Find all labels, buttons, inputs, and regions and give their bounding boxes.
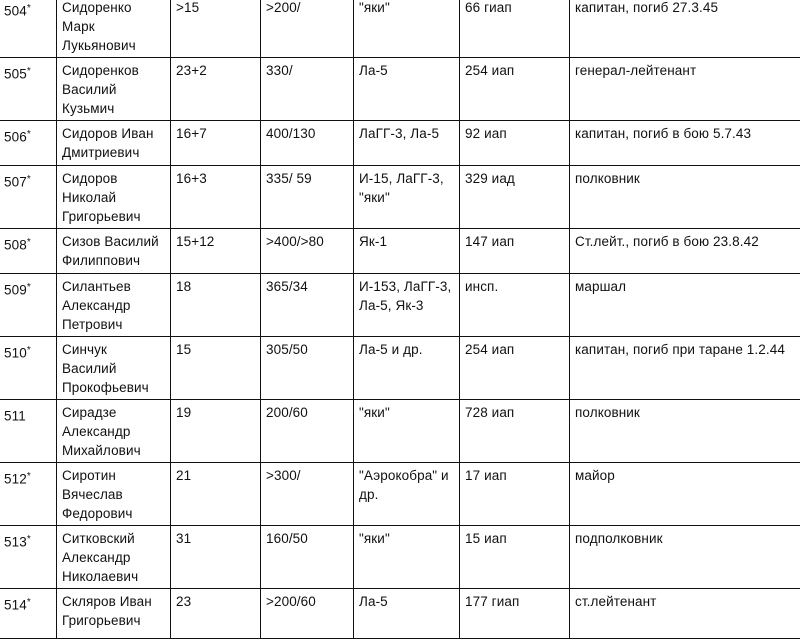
row-number-text: 505	[4, 67, 27, 82]
sorties-cell-text: 200/60	[266, 405, 308, 420]
note-cell-text: полковник	[575, 405, 640, 420]
table-row	[0, 526, 800, 589]
unit-cell	[460, 274, 570, 337]
unit-cell	[460, 166, 570, 229]
row-number	[0, 229, 57, 274]
pilot-name	[57, 400, 171, 463]
sorties-cell-text: 365/34	[266, 279, 308, 294]
pilot-name	[57, 589, 171, 639]
pilot-name	[57, 274, 171, 337]
hero-mark: *	[27, 174, 31, 185]
unit-cell-text: инсп.	[465, 279, 498, 294]
victories-cell	[171, 400, 261, 463]
victories-cell	[171, 274, 261, 337]
row-number	[0, 526, 57, 589]
pilot-name	[57, 229, 171, 274]
aircraft-cell	[354, 526, 460, 589]
note-cell	[570, 589, 800, 639]
row-number	[0, 166, 57, 229]
note-cell-text: капитан, погиб 27.3.45	[575, 0, 718, 15]
sorties-cell	[261, 166, 354, 229]
table-row	[0, 121, 800, 166]
victories-cell-text: 23	[176, 594, 191, 609]
pilot-name	[57, 463, 171, 526]
row-number-text: 513	[4, 535, 27, 550]
table-row	[0, 0, 800, 58]
hero-mark: *	[27, 471, 31, 482]
row-number-text: 509	[4, 283, 27, 298]
victories-cell	[171, 526, 261, 589]
row-number-text: 506	[4, 130, 27, 145]
sorties-cell	[261, 274, 354, 337]
aircraft-cell	[354, 121, 460, 166]
aircraft-cell-text: "яки"	[359, 405, 390, 420]
hero-mark: *	[27, 534, 31, 545]
unit-cell-text: 329 иад	[465, 171, 515, 186]
sorties-cell	[261, 121, 354, 166]
table-row	[0, 274, 800, 337]
sorties-cell-text: >300/	[266, 468, 301, 483]
table-row	[0, 463, 800, 526]
unit-cell-text: 17 иап	[465, 468, 507, 483]
victories-cell	[171, 166, 261, 229]
pilot-name-text: Синчук Василий Прокофьевич	[62, 342, 149, 395]
aircraft-cell	[354, 463, 460, 526]
victories-cell-text: 15+12	[176, 234, 214, 249]
sorties-cell-text: >200/60	[266, 594, 316, 609]
unit-cell	[460, 121, 570, 166]
victories-cell-text: 18	[176, 279, 191, 294]
note-cell-text: майор	[575, 468, 615, 483]
victories-cell	[171, 58, 261, 121]
row-number-text: 507	[4, 175, 27, 190]
aircraft-cell-text: Ла-5	[359, 594, 388, 609]
row-number	[0, 463, 57, 526]
victories-cell	[171, 121, 261, 166]
pilot-name-text: Сидоренков Василий Кузьмич	[62, 63, 139, 116]
pilot-name	[57, 0, 171, 58]
hero-mark: *	[27, 597, 31, 608]
row-number-text: 510	[4, 346, 27, 361]
aircraft-cell	[354, 229, 460, 274]
row-number	[0, 337, 57, 400]
pilot-name-text: Сидоренко Марк Лукьянович	[62, 0, 136, 53]
hero-mark: *	[27, 237, 31, 248]
row-number-text: 504	[4, 4, 27, 19]
aircraft-cell-text: ЛаГГ-3, Ла-5	[359, 126, 439, 141]
unit-cell	[460, 463, 570, 526]
unit-cell-text: 728 иап	[465, 405, 514, 420]
unit-cell-text: 147 иап	[465, 234, 514, 249]
note-cell-text: капитан, погиб в бою 5.7.43	[575, 126, 751, 141]
victories-cell-text: 16+7	[176, 126, 207, 141]
victories-cell-text: 31	[176, 531, 191, 546]
aircraft-cell-text: Ла-5	[359, 63, 388, 78]
pilot-name-text: Сирадзе Александр Михайлович	[62, 405, 141, 458]
pilot-name	[57, 58, 171, 121]
pilot-name-text: Скляров Иван Григорьевич	[62, 594, 152, 628]
note-cell-text: маршал	[575, 279, 626, 294]
aircraft-cell-text: "Аэрокобра" и др.	[359, 468, 449, 502]
note-cell	[570, 58, 800, 121]
aircraft-cell-text: И-153, ЛаГГ-3, Ла-5, Як-3	[359, 279, 451, 313]
unit-cell-text: 254 иап	[465, 342, 514, 357]
unit-cell	[460, 337, 570, 400]
note-cell	[570, 229, 800, 274]
row-number	[0, 0, 57, 58]
victories-cell	[171, 0, 261, 58]
unit-cell	[460, 589, 570, 639]
victories-cell	[171, 589, 261, 639]
victories-cell	[171, 229, 261, 274]
aircraft-cell	[354, 337, 460, 400]
unit-cell	[460, 0, 570, 58]
row-number	[0, 274, 57, 337]
note-cell	[570, 0, 800, 58]
table-row	[0, 589, 800, 639]
unit-cell-text: 15 иап	[465, 531, 507, 546]
note-cell	[570, 337, 800, 400]
aircraft-cell	[354, 166, 460, 229]
sorties-cell-text: 400/130	[266, 126, 316, 141]
pilot-name-text: Сизов Василий Филиппович	[62, 234, 159, 268]
sorties-cell	[261, 400, 354, 463]
table-row	[0, 229, 800, 274]
sorties-cell-text: 335/ 59	[266, 171, 312, 186]
note-cell-text: Ст.лейт., погиб в бою 23.8.42	[575, 234, 759, 249]
pilot-name	[57, 121, 171, 166]
note-cell-text: генерал-лейтенант	[575, 63, 696, 78]
hero-mark: *	[27, 345, 31, 356]
hero-mark: *	[27, 282, 31, 293]
note-cell	[570, 526, 800, 589]
table-row	[0, 400, 800, 463]
victories-cell-text: >15	[176, 0, 199, 15]
hero-mark: *	[27, 66, 31, 77]
aircraft-cell-text: "яки"	[359, 531, 390, 546]
sorties-cell-text: 160/50	[266, 531, 308, 546]
victories-cell-text: 15	[176, 342, 191, 357]
unit-cell	[460, 400, 570, 463]
victories-cell-text: 19	[176, 405, 191, 420]
row-number	[0, 400, 57, 463]
note-cell-text: капитан, погиб при таране 1.2.44	[575, 342, 785, 357]
sorties-cell	[261, 58, 354, 121]
note-cell	[570, 274, 800, 337]
pilot-name-text: Сидоров Иван Дмитриевич	[62, 126, 154, 160]
aircraft-cell-text: Як-1	[359, 234, 387, 249]
note-cell-text: подполковник	[575, 531, 663, 546]
note-cell	[570, 463, 800, 526]
victories-cell-text: 16+3	[176, 171, 207, 186]
row-number	[0, 121, 57, 166]
unit-cell-text: 177 гиап	[465, 594, 519, 609]
pilot-name	[57, 526, 171, 589]
sorties-cell	[261, 337, 354, 400]
hero-mark: *	[27, 3, 31, 14]
victories-cell-text: 23+2	[176, 63, 207, 78]
aircraft-cell-text: И-15, ЛаГГ-3, "яки"	[359, 171, 444, 205]
unit-cell-text: 92 иап	[465, 126, 507, 141]
note-cell	[570, 166, 800, 229]
aircraft-cell	[354, 274, 460, 337]
pilot-name-text: Сидоров Николай Григорьевич	[62, 171, 141, 224]
table-row	[0, 337, 800, 400]
pilot-name	[57, 337, 171, 400]
aircraft-cell	[354, 589, 460, 639]
sorties-cell	[261, 229, 354, 274]
pilot-name-text: Сиротин Вячеслав Федорович	[62, 468, 133, 521]
pilot-name	[57, 166, 171, 229]
row-number	[0, 589, 57, 639]
aircraft-cell-text: Ла-5 и др.	[359, 342, 423, 357]
unit-cell	[460, 526, 570, 589]
table-row	[0, 166, 800, 229]
row-number	[0, 58, 57, 121]
sorties-cell-text: >400/>80	[266, 234, 324, 249]
aircraft-cell	[354, 400, 460, 463]
note-cell-text: полковник	[575, 171, 640, 186]
sorties-cell	[261, 463, 354, 526]
pilot-name-text: Ситковский Александр Николаевич	[62, 531, 138, 584]
sorties-cell	[261, 589, 354, 639]
row-number-text: 512	[4, 472, 27, 487]
table-row	[0, 58, 800, 121]
row-number-text: 514	[4, 598, 27, 613]
unit-cell-text: 254 иап	[465, 63, 514, 78]
sorties-cell-text: 305/50	[266, 342, 308, 357]
unit-cell	[460, 58, 570, 121]
note-cell-text: ст.лейтенант	[575, 594, 656, 609]
hero-mark: *	[27, 129, 31, 140]
victories-cell-text: 21	[176, 468, 191, 483]
unit-cell-text: 66 гиап	[465, 0, 512, 15]
unit-cell	[460, 229, 570, 274]
sorties-cell	[261, 526, 354, 589]
row-number-text: 508	[4, 238, 27, 253]
sorties-cell-text: 330/	[266, 63, 293, 78]
row-number-text: 511	[4, 409, 26, 424]
aircraft-cell	[354, 58, 460, 121]
victories-cell	[171, 463, 261, 526]
victories-cell	[171, 337, 261, 400]
sorties-cell	[261, 0, 354, 58]
pilot-name-text: Силантьев Александр Петрович	[62, 279, 131, 332]
sorties-cell-text: >200/	[266, 0, 301, 15]
aircraft-cell-text: "яки"	[359, 0, 390, 15]
note-cell	[570, 400, 800, 463]
aircraft-cell	[354, 0, 460, 58]
note-cell	[570, 121, 800, 166]
